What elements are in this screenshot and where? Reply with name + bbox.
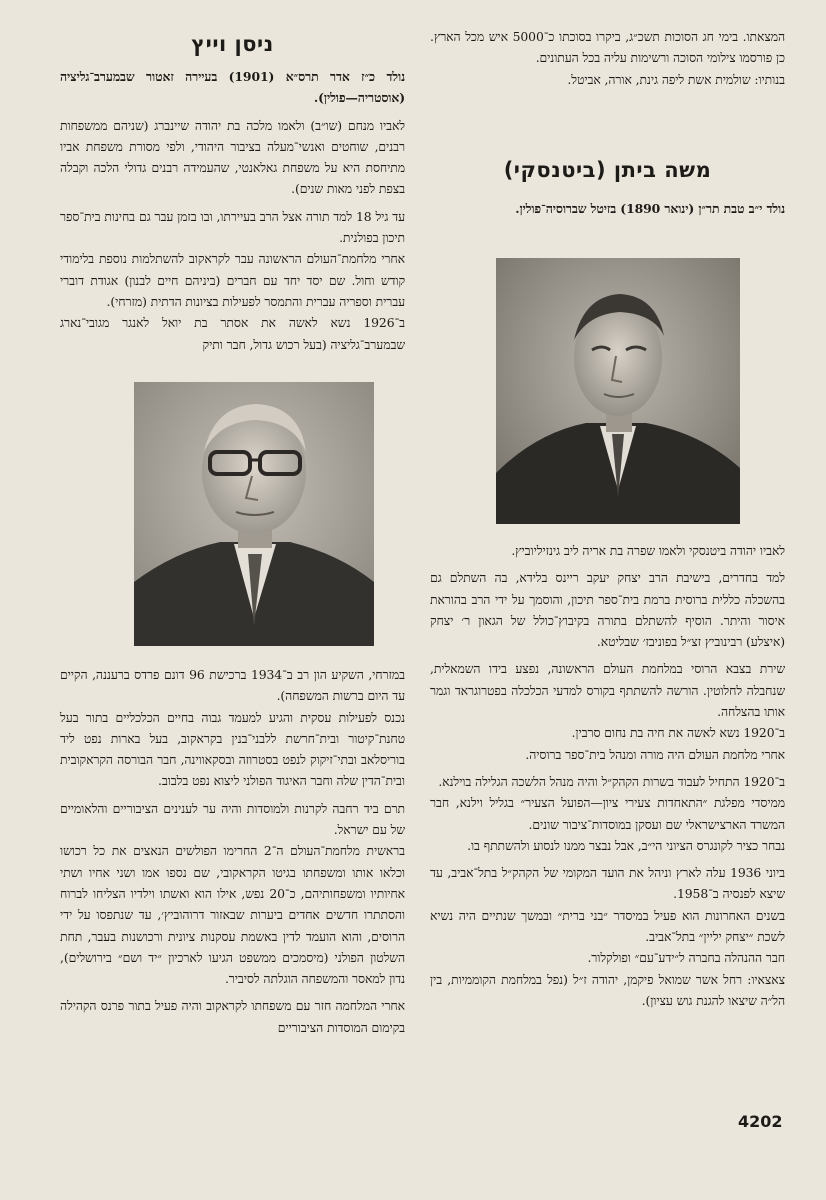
paragraph: אחרי מלחמת העולם היה מורה ומנהל בית־ספר ברוסיה. xyxy=(525,746,785,762)
paragraph: בשנים האחרונות הוא פעיל במיסדר ״בני ברית״ ובמשך שנתיים היה נשיא לשכת ״יצחק יליין״ בתל־אביב. xyxy=(430,907,785,945)
moshe-bitan-biography xyxy=(430,540,785,1011)
paragraph: ביוני 1936 עלה לארץ וניהל את הועד המקומי של הקהק״ל בתל־אביב, עד שיצא לפנסיה ב־1958. xyxy=(430,865,785,902)
paragraph: שירת בצבא הרוסי במלחמת העולם הראשונה, נפצע בידו השמאלית, שנחבלה לחלוטין. הורשה להשתתף בקורס למדעי הכלכלה בפטרוגראד וגמר אותו בהצלחה. xyxy=(430,661,785,720)
page-number: 4202 xyxy=(738,1112,783,1131)
nisan-weiss-top-text xyxy=(60,66,405,355)
entry-heading-nisan-weiss: ניסן וייץ xyxy=(191,32,274,56)
paragraph: ב־1926 נשא לאשה את אסתר בת יואל לאנגר מגובי־נארג שבמערב־גליציה (בעל רכוש גדול, חבר ותיק xyxy=(60,315,405,352)
descendants-paragraph: צאצאיו: רחל אשר שמואל פיקמן, יהודה ז״ל (נפל במלחמת הקוממיות, בין הל״ה שיצאו להגנת גוש עציון). xyxy=(430,971,785,1008)
portrait-image-nisan-weiss xyxy=(134,382,374,646)
nisan-weiss-bottom-text xyxy=(60,664,405,1038)
nisan-weiss-intro: נולד כ״ז אדר תרס״א (1901) בעיירה זאטור שבמערב־גליציה (אוסטריה—פולין). xyxy=(60,69,405,106)
paragraph: בראשית מלחמת־העולם ה־2 החרימו הפולשים הנאצים את כל רכושו וכלאו אותו ומשפחתו בגיטו הקראקובי, שם נספו אמו ושני אחיו ושתי אחיותיו ומשפחותיהם, כ־20 נפש, אילו הוא ואשתו וילדיו הצליחו לברוח והסתתרו חדשים אחדים ביערות שבאזור דרוהוביץ׳, עד שנתפסו על ידי הרוסים, והוא הועמד לדין באשמת עסקנות ציונית ורכושנות בעבר, תחת השלטון הפולני (מיסמכים ממשפט הגיעו לארכיון ״יד ושם״ בירושלים), נדון למאסר והמשפחה הוגלתה לסיביר. xyxy=(60,843,405,987)
paragraph: למד בחדרים, בישיבת הרב יצחק יעקב ריינס בלידא, בה השתלם גם בהשכלה כללית ברוסית ברמת בית־ספר תיכון, והוסמך על ידי הרב בהוראת איסור והיתר. הוסיף להשתלם בתורה בקיבוץ־כולל של הגאון ר׳ יצחק (איצלע) רבינוביץ זצ״ל בפוניבז׳ שבליטא. xyxy=(430,570,785,650)
paragraph: אחרי מלחמת־העולם הראשונה עבר לקראקוב להשתלמות נוספת בלימודי קודש וחול. שם יסד יחד עם חברים (ביניהם חיים לבנון) אגודת דוברי עברית וספריה עברית והתמסר לפעילות בציונות הדתית (מזרחי). xyxy=(60,251,405,309)
right-column-top xyxy=(430,26,785,90)
paragraph: חבר ההנהלה בחברה ל״ידע־עם״ ופולקלור. xyxy=(587,950,785,966)
daughters-line: בנותיו: שולמית אשת ליפה גינת, אורה, אביטל. xyxy=(567,71,785,87)
entry-heading-moshe-bitan: משה ביתן (ביטנסקי) xyxy=(503,158,712,182)
moshe-bitan-intro: נולד י״ב טבת תר״ן (ינואר 1890) בזיטל שברוסיה־פולין. xyxy=(515,201,785,216)
previous-entry-end: המצאתו. בימי חג הסוכות תשכ״ג, ביקרו בסוכתו כ־5000 איש מכל הארץ. כן פורסמו צילומי הסוכה ורשימות עליה בכל העתונים. xyxy=(430,29,785,66)
paragraph: במזרחי, השקיע הון רב ב־1934 ברכישת 96 דונם פרדס ברעננה, הקיים עד היום ברשות המשפחה). xyxy=(60,667,405,704)
portrait-photo-nisan-weiss xyxy=(134,382,374,646)
paragraph: תרם ביד רחבה לקרנות ולמוסדות והיה ער לענינים הציבוריים והלאומיים של עם ישראל. xyxy=(60,800,405,838)
portrait-image-moshe-bitan xyxy=(496,258,740,524)
paragraph: ב־1920 התחיל לעבוד בשרות הקהק״ל והיה מנהל הלשכה הגלילה בוילנא. xyxy=(438,773,785,789)
paragraph: ממיסדי מפלגת ״התאחדות צעירי ציון—הפועל הצעיר״ בגליל וילנא, חבר המשרד הארצישראלי שם ועסקן במוסדות־ציבור שונים. xyxy=(430,795,785,832)
paragraph: ב־1920 נשא לאשה את חיה בת נחום סרבין. xyxy=(571,725,785,741)
paragraph: אחרי המלחמה חזר עם משפחתו לקראקוב והיה פעיל בתור פרנס הקהילה בקימום המוסדות הציבוריים xyxy=(60,998,405,1035)
paragraph: עד גיל 18 למד תורה אצל הרב בעיירתו, ובו בזמן עבר גם בחינות בית־ספר תיכון בפולנית. xyxy=(60,208,405,246)
paragraph: נכנס לפעילות עסקית והגיע למעמד גבוה בחיים הכלכליים בתור בעל טחנת־קיטור ובית־חרשת ללבני־בנין בקראקוב, בעל בארות נפט ליד בוריסלאב ובתי־זיקוק לנפט בסטרוזה ובסקאווינה, חבר הבורסה הקראקובית ובית־הדין שלה וחבר האיגוד הפולני ליצוא נפט בלבוב. xyxy=(60,709,405,789)
portrait-photo-moshe-bitan xyxy=(496,258,740,524)
paragraph: לאביו מנחם (שו״ב) ולאמו מלכה בת יהודה שיינברג (שניהם ממשפחות רבנים, שוחטים ואנשי־מעלה בציבור היהודי, ולפי מסורת משפחת אביו מתיחסת היא על משפחת גאלאנטי, שהעמידה רבנים גדולי הלכה וקבלה בצפת לפני מאות שנים). xyxy=(60,117,405,197)
paragraph: נבחר כציר לקונגרס הציוני הי״ב, אבל נבצר ממנו לנסוע ולהשתתף בו. xyxy=(467,837,785,853)
moshe-bitan-intro-block xyxy=(430,198,785,219)
paragraph: לאביו יהודה ביטנסקי ולאמו שפרה בת אריה ליב גינזיליוביץ. xyxy=(511,543,785,558)
